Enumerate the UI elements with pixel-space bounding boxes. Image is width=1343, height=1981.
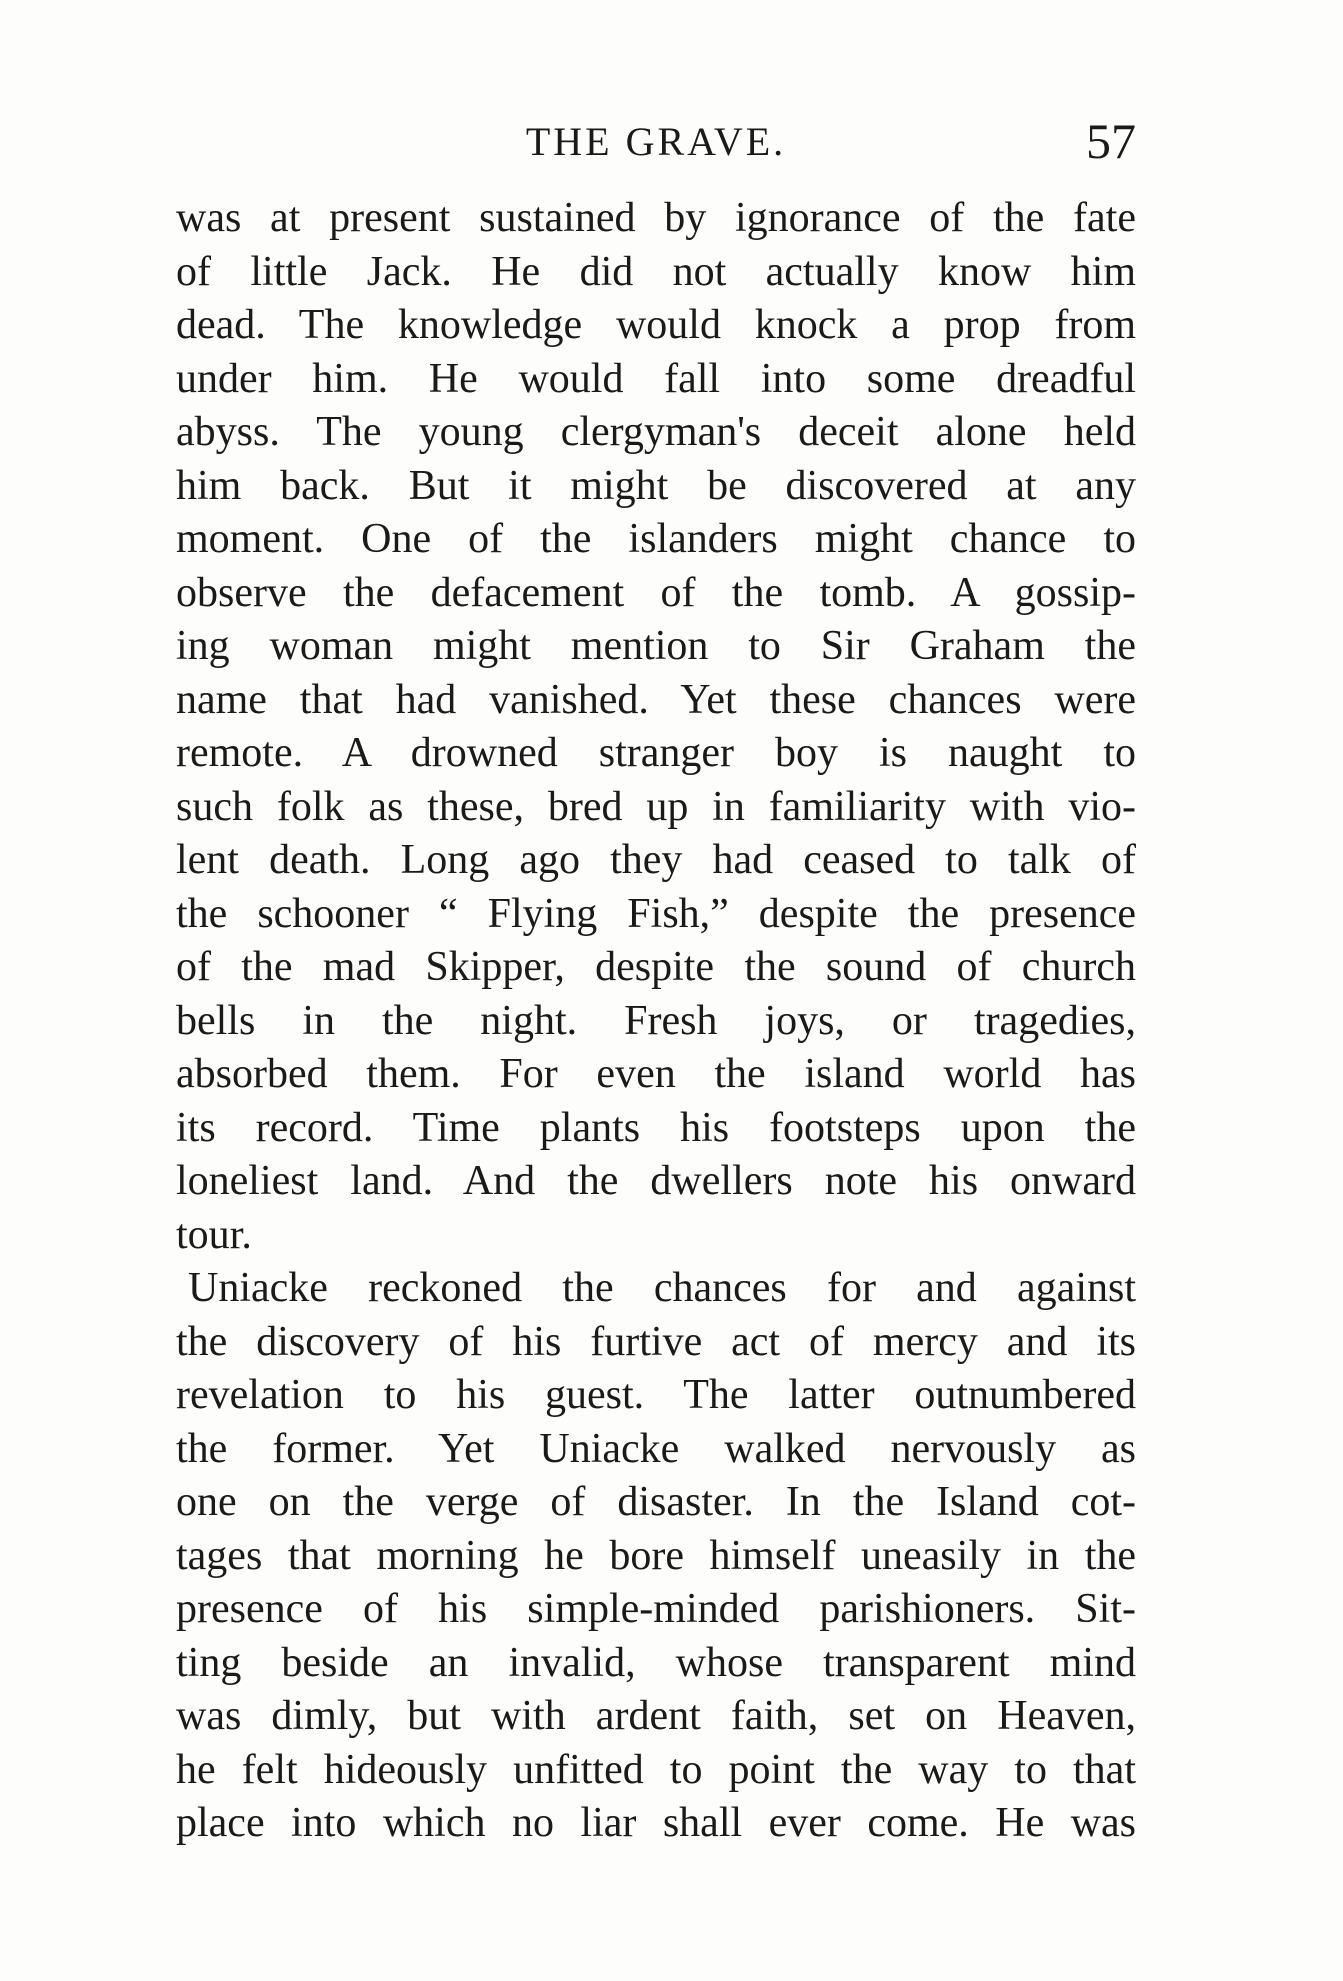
text-line: Uniacke reckoned the chances for and against bbox=[188, 1265, 1136, 1311]
text-line: one on the verge of disaster. In the Island cot- bbox=[176, 1479, 1136, 1525]
text-line: loneliest land. And the dwellers note his onward bbox=[176, 1158, 1136, 1204]
body-text bbox=[176, 192, 1136, 1851]
text-line: bells in the night. Fresh joys, or tragedies, bbox=[176, 997, 1136, 1044]
text-line: name that had vanished. Yet these chances were bbox=[176, 676, 1136, 723]
text-line: the former. Yet Uniacke walked nervously as bbox=[176, 1425, 1136, 1472]
text-line: was dimly, but with ardent faith, set on Heaven, bbox=[176, 1693, 1136, 1739]
text-line: tour. bbox=[176, 1211, 252, 1258]
text-line: ing woman might mention to Sir Graham the bbox=[176, 623, 1136, 669]
text-line: presence of his simple-minded parishioners. Sit- bbox=[176, 1586, 1136, 1632]
text-line: was at present sustained by ignorance of the fate bbox=[176, 195, 1136, 241]
text-line: moment. One of the islanders might chance to bbox=[176, 516, 1136, 562]
text-line: observe the defacement of the tomb. A gossip- bbox=[176, 569, 1136, 616]
text-line: he felt hideously unfitted to point the way to that bbox=[176, 1746, 1136, 1793]
text-line: the discovery of his furtive act of mercy and its bbox=[176, 1318, 1136, 1365]
text-line: of the mad Skipper, despite the sound of church bbox=[176, 944, 1136, 990]
page-number: 57 bbox=[1086, 113, 1136, 169]
text-line: abyss. The young clergyman's deceit alone held bbox=[176, 409, 1136, 455]
text-line: the schooner “ Flying Fish,” despite the presence bbox=[176, 890, 1136, 937]
text-line: place into which no liar shall ever come. He was bbox=[176, 1800, 1136, 1846]
running-title: THE GRAVE. bbox=[525, 119, 787, 164]
text-line: lent death. Long ago they had ceased to talk of bbox=[176, 837, 1136, 883]
paragraph-1 bbox=[176, 192, 1136, 1262]
running-head bbox=[176, 112, 1136, 172]
text-line: revelation to his guest. The latter outnumbered bbox=[176, 1372, 1136, 1418]
text-line: ting beside an invalid, whose transparent mind bbox=[176, 1639, 1136, 1686]
text-line: tages that morning he bore himself uneasily in the bbox=[176, 1532, 1136, 1579]
text-line: such folk as these, bred up in familiarity with vio- bbox=[176, 783, 1136, 830]
text-line: remote. A drowned stranger boy is naught to bbox=[176, 730, 1136, 776]
text-line: absorbed them. For even the island world has bbox=[176, 1051, 1136, 1097]
text-line: its record. Time plants his footsteps upon the bbox=[176, 1104, 1136, 1151]
text-line: dead. The knowledge would knock a prop from bbox=[176, 302, 1136, 348]
paragraph-2 bbox=[176, 1262, 1136, 1851]
text-line: under him. He would fall into some dreadful bbox=[176, 355, 1136, 402]
text-line: of little Jack. He did not actually know him bbox=[176, 248, 1136, 295]
text-line: him back. But it might be discovered at any bbox=[176, 462, 1136, 509]
